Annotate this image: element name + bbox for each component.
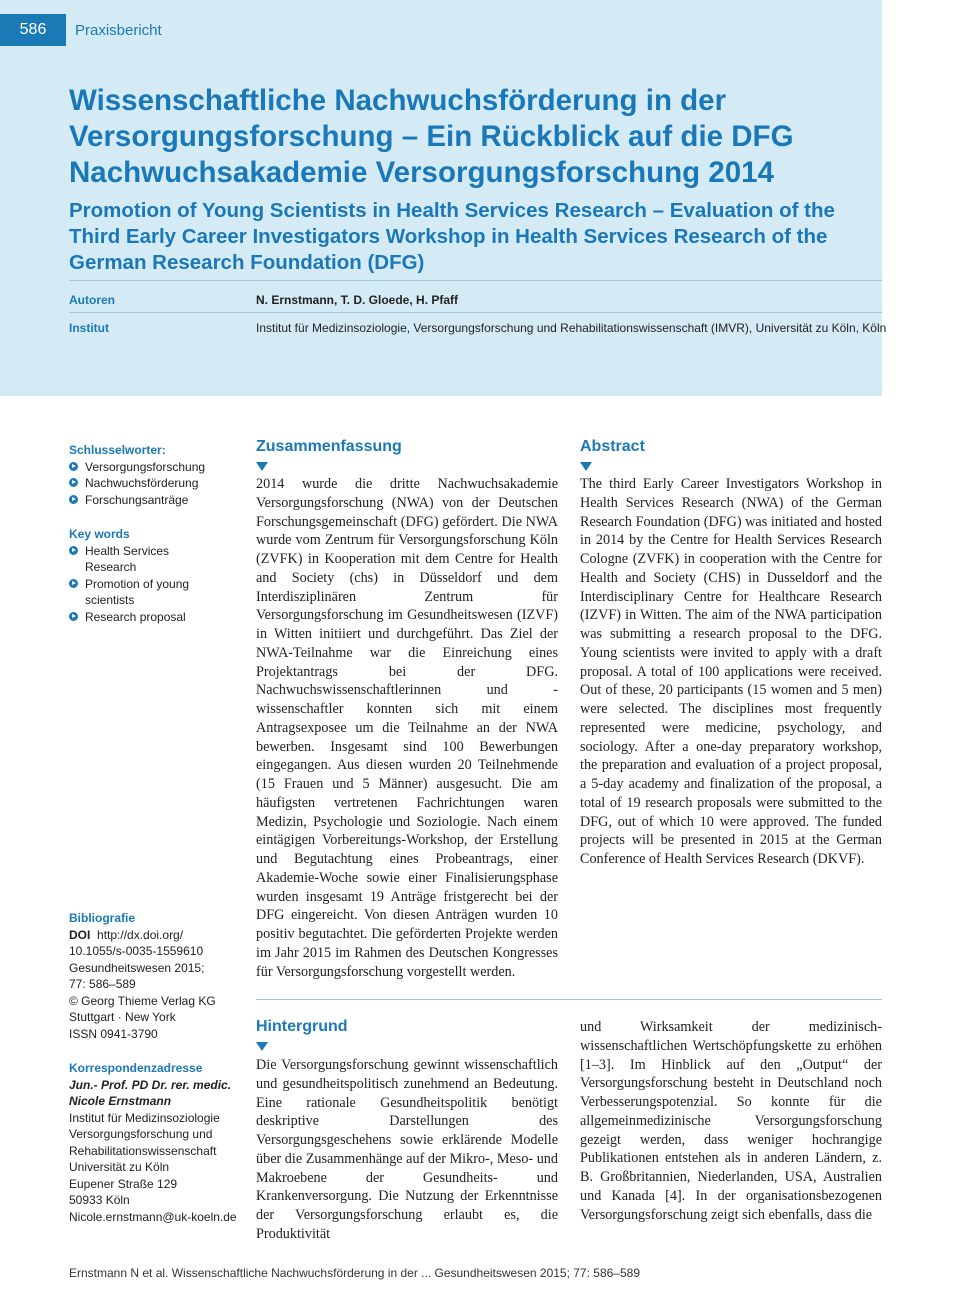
bullet-icon <box>69 579 78 588</box>
issn-line: ISSN 0941-3790 <box>69 1026 158 1041</box>
abstract-heading: Abstract <box>580 438 645 455</box>
keyword-item: Health Services Research <box>69 543 209 576</box>
abstract-text: The third Early Career Investigators Workshop in Health Services Research (NWA) of the German Research Foundation (DFG) was initiated and hosted in 2014 by the Centre for Health Services Research Cologne (ZVFK) in cooperation with the Centre for Health and Society (CHS) in Dusseldorf and the Interdisciplinary Centre for Healthcare Research (IZVF) in Witten. The aim of the NWA participation was submitting a research proposal to the DFG. Young scientists were invited to apply with a draft proposal. A total of 100 applications were received. Out of these, 20 participants (15 women and 5 men) were selected. The disciplines most frequently represented were medicine, psychology, and sociology. After a one-day preparatory workshop, the preparation and evaluation of a project proposal, a 5-day academy and finalization of the proposal, a total of 19 research proposals were submitted to the DFG, out of which 10 were approved. The funded projects will be presented in 2015 at the German Conference of Health Services Research (DKVF). <box>580 476 882 867</box>
pages-line: 77: 586–589 <box>69 977 136 991</box>
keyword-item: Forschungsanträge <box>69 492 244 509</box>
address-line: Rehabilitationswissenschaft <box>69 1143 217 1158</box>
keywords-de-list <box>69 459 244 509</box>
keywords-de-label: Schlusselworter: <box>69 443 166 457</box>
hintergrund-text-left: Die Versorgungsforschung gewinnt wissenschaftlich und gesundheitspolitisch zunehmend an Bedeutung. Eine rationale Gesundheitspolitik benötigt deskriptive Darstellungen des Versorgungsgeschehens sowie erklärende Modelle über die Zusammenhänge auf der Mikro-, Meso- und Makroebene der Gesundheits- und Krankenversorgung. Die Nutzung der Erkenntnisse der Versorgungsforschung erlaubt es, die Produktivität <box>256 1057 558 1242</box>
doi-link[interactable]: http://dx.doi.org/ <box>97 927 184 942</box>
hintergrund-text-right: und Wirksamkeit der medizinisch-wissenschaftlichen Wertschöpfungskette zu erhöhen [1–3]. Im Hinblick auf den „Output“ der Versorgungsforschung besteht in Deutschland noch Verbesserungspotenzial. So konnte für die allgemeinmedizinische Versorgungsforschung gezeigt werden, dass weniger hochrangige Publikationen entstehen als in anderen Ländern, z. B. Großbritannien, Niederlanden, USA, Australien und Kanada [4]. In der organisationsbezogenen Versorgungsforschung zeigt sich ebenfalls, dass die <box>580 1019 882 1223</box>
keyword-item: Nachwuchsförderung <box>69 475 244 492</box>
address-line: 50933 Köln <box>69 1193 130 1207</box>
zusammenfassung-heading: Zusammenfassung <box>256 438 402 455</box>
bullet-icon <box>69 612 78 621</box>
authors: N. Ernstmann, T. D. Gloede, H. Pfaff <box>256 293 459 307</box>
authors-label: Autoren <box>69 293 115 307</box>
keyword-item: Promotion of young scientists <box>69 576 209 609</box>
address-line: Eupener Straße 129 <box>69 1176 178 1191</box>
page-number: 586 <box>0 14 66 46</box>
bullet-icon <box>69 495 78 504</box>
header-divider <box>69 312 882 313</box>
keywords-de-block <box>69 442 244 508</box>
journal-line: Gesundheitswesen 2015; <box>69 960 205 975</box>
keyword-item: Versorgungsforschung <box>69 459 244 476</box>
address-line: Institut für Medizinsoziologie <box>69 1110 220 1125</box>
keywords-en-block <box>69 526 244 625</box>
email-link[interactable]: Nicole.ernstmann@uk-koeln.de <box>69 1209 237 1224</box>
bibliography-label: Bibliografie <box>69 911 136 925</box>
triangle-down-icon <box>256 462 268 471</box>
institute: Institut für Medizinsoziologie, Versorgungsforschung und Rehabilitationswissenschaft (IMVR), Universität zu Köln, Köln <box>256 321 887 335</box>
section-divider <box>256 999 882 1000</box>
doi-value: 10.1055/s-0035-1559610 <box>69 944 204 958</box>
keywords-en-list <box>69 543 209 626</box>
bibliography-block <box>69 910 244 1042</box>
title-english: Promotion of Young Scientists in Health Services Research – Evaluation of the Third Early Career Investigators Workshop in Health Services Research of the German Research Foundation (DFG) <box>69 199 835 274</box>
doi-line: DOI http://dx.doi.org/ <box>69 927 184 942</box>
bullet-icon <box>69 546 78 555</box>
header-divider <box>69 280 882 281</box>
correspondence-name: Jun.- Prof. PD Dr. rer. medic. <box>69 1077 232 1092</box>
correspondence-block <box>69 1060 244 1225</box>
title-german: Wissenschaftliche Nachwuchsförderung in der Versorgungsforschung – Ein Rückblick auf die DFG Nachwuchsakademie Versorgungsforschung 2014 <box>69 84 794 189</box>
hintergrund-heading: Hintergrund <box>256 1018 348 1035</box>
publisher-line: © Georg Thieme Verlag KG <box>69 993 216 1008</box>
institute-label: Institut <box>69 321 109 335</box>
correspondence-label: Korrespondenzadresse <box>69 1061 203 1075</box>
publisher-location: Stuttgart · New York <box>69 1010 176 1024</box>
section-label: Praxisbericht <box>75 22 162 39</box>
keyword-item: Research proposal <box>69 609 209 626</box>
correspondence-name: Nicole Ernstmann <box>69 1094 172 1108</box>
triangle-down-icon <box>580 462 592 471</box>
keywords-en-label: Key words <box>69 527 130 541</box>
address-line: Versorgungsforschung und <box>69 1127 213 1141</box>
bullet-icon <box>69 462 78 471</box>
bullet-icon <box>69 478 78 487</box>
triangle-down-icon <box>256 1042 268 1051</box>
address-line: Universität zu Köln <box>69 1160 170 1174</box>
zusammenfassung-text: 2014 wurde die dritte Nachwuchsakademie Versorgungsforschung (NWA) von der Deutschen Forschungsgemeinschaft (DFG) gefördert. Die NWA wurde vom Zentrum für Versorgungsforschung Köln (ZVFK) in Kooperation mit dem Centre for Health and Society (chs) in Düsseldorf und dem Interdisziplinären Zentrum für Versorgungsforschung im Gesundheitswesen (IZVF) in Witten initiiert und durchgeführt. Das Ziel der NWA-Teilnahme war die Einreichung eines Projektantrags bei der DFG. Nachwuchswissenschaftlerinnen und -wissenschaftler konnten sich mit einem Antragsexposee um die Teilnahme an der NWA bewerben. Insgesamt sind 100 Bewerbungen eingegangen. Aus diesen wurden 20 Teilnehmende (15 Frauen und 5 Männer) ausgesucht. Die am häufigsten vertretenen Fachrichtungen waren Medizin, Psychologie und Soziologie. Nach einem eintägigen Vorbereitungs-Workshop, der Erstellung und Begutachtung eines Probeantrags, einer Akademie-Woche sowie einer Finalisierungsphase wurden insgesamt 19 Anträge fristgerecht bei der DFG eingereicht. Von diesen Anträgen wurden 10 positiv begutachtet. Die geförderten Projekte werden im Jahr 2015 im Rahmen des Deutschen Kongresses für Versorgungsforschung vorgestellt werden. <box>256 476 558 980</box>
footer-citation: Ernstmann N et al. Wissenschaftliche Nachwuchsförderung in der ... Gesundheitswesen 2015; 77: 586–589 <box>69 1266 640 1280</box>
